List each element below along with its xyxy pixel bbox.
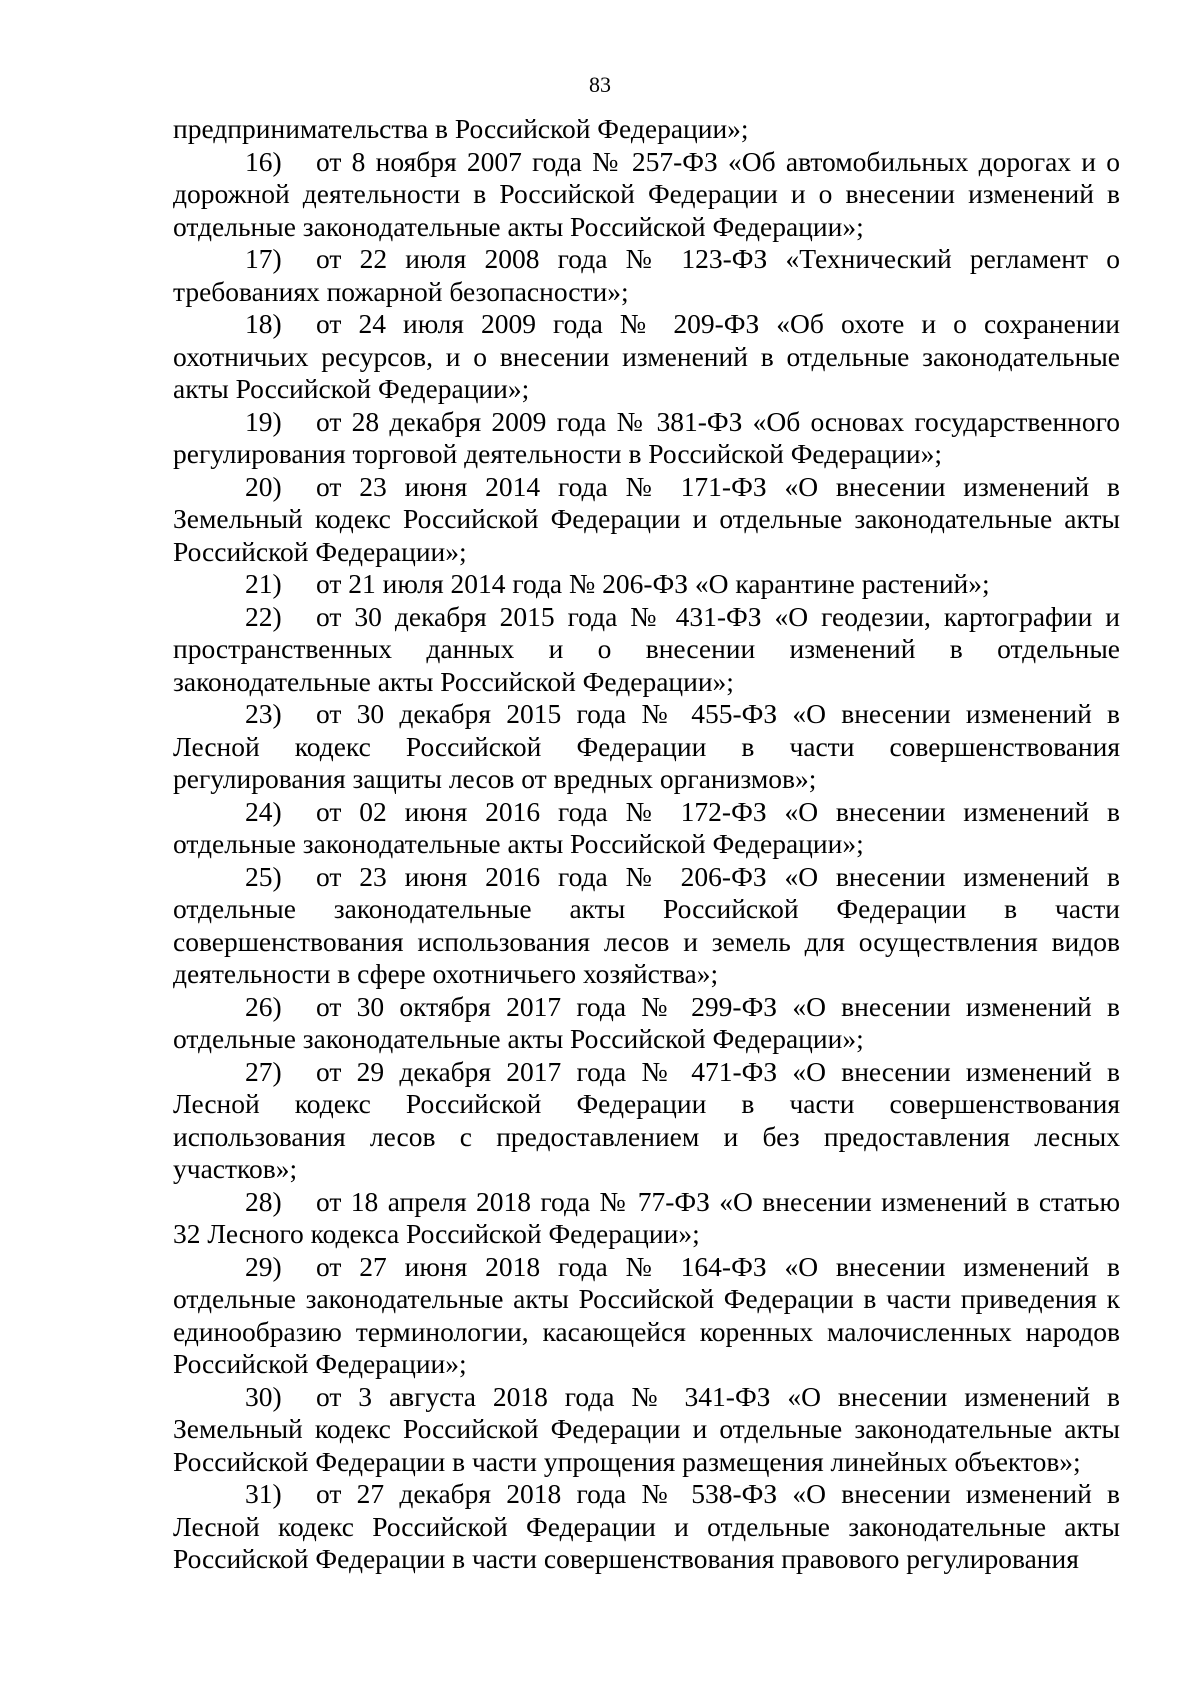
list-item-28	[173, 1186, 1120, 1251]
item-number: 19)	[245, 405, 282, 437]
list-item-17	[173, 243, 1120, 308]
item-number: 21)	[245, 568, 282, 599]
item-number: 18)	[245, 308, 282, 339]
list-item-23	[173, 698, 1120, 796]
item-text: от 23 июня 2016 года № 206-ФЗ «О внесении изменений в отдельные законодательные акты Российской Федерации в части совершенствования использования лесов и земель для осуществления видов деятельности в сфере охотничьего хозяйства»;	[173, 860, 1120, 989]
item-text: от 30 октября 2017 года № 299-ФЗ «О внесении изменений в отдельные законодательные акты Российской Федерации»;	[173, 990, 1120, 1054]
item-text: от 8 ноября 2007 года № 257-ФЗ «Об автомобильных дорогах и о дорожной деятельности в Российской Федерации и о внесении изменений в отдельные законодательные акты Российской Федерации»;	[173, 145, 1120, 242]
item-number: 16)	[245, 145, 282, 177]
continuation-paragraph: предпринимательства в Российской Федерации»;	[173, 113, 749, 144]
item-number: 23)	[245, 698, 282, 729]
list-item-26	[173, 991, 1120, 1056]
item-text: от 30 декабря 2015 года № 455-ФЗ «О внесении изменений в Лесной кодекс Российской Федерации в части совершенствования регулирования защиты лесов от вредных организмов»;	[173, 698, 1120, 794]
document-body	[173, 113, 1120, 1576]
list-item-30	[173, 1381, 1120, 1479]
item-text: от 27 июня 2018 года № 164-ФЗ «О внесении изменений в отдельные законодательные акты Российской Федерации в части приведения к единообразию терминологии, касающейся коренных малочисленных народов Российской Федерации»;	[173, 1250, 1120, 1379]
item-text: от 3 августа 2018 года № 341-ФЗ «О внесении изменений в Земельный кодекс Российской Федерации и отдельные законодательные акты Российской Федерации в части упрощения размещения линейных объектов»;	[173, 1380, 1120, 1477]
item-text: от 28 декабря 2009 года № 381-ФЗ «Об основах государственного регулирования торговой деятельности в Российской Федерации»;	[173, 405, 1120, 469]
item-text: от 21 июля 2014 года № 206-ФЗ «О карантине растений»;	[316, 568, 990, 599]
list-item-29	[173, 1251, 1120, 1381]
item-number: 29)	[245, 1250, 282, 1282]
item-text: от 27 декабря 2018 года № 538-ФЗ «О внесении изменений в Лесной кодекс Российской Федерации и отдельные законодательные акты Российской Федерации в части совершенствования правового регулирования	[173, 1478, 1120, 1574]
list-item-16	[173, 146, 1120, 244]
list-item-24	[173, 796, 1120, 861]
list-item-22	[173, 601, 1120, 699]
item-text: от 24 июля 2009 года № 209-ФЗ «Об охоте и о сохранении охотничьих ресурсов, и о внесении изменений в отдельные законодательные акты Российской Федерации»;	[173, 308, 1120, 404]
list-item-20	[173, 471, 1120, 569]
item-text: от 02 июня 2016 года № 172-ФЗ «О внесении изменений в отдельные законодательные акты Российской Федерации»;	[173, 795, 1120, 859]
page-number: 83	[589, 72, 611, 97]
item-text: от 18 апреля 2018 года № 77-ФЗ «О внесении изменений в статью 32 Лесного кодекса Российской Федерации»;	[173, 1185, 1120, 1249]
item-number: 20)	[245, 470, 282, 502]
item-number: 24)	[245, 795, 282, 827]
item-number: 25)	[245, 860, 282, 892]
item-number: 28)	[245, 1185, 282, 1217]
item-text: от 22 июля 2008 года № 123-ФЗ «Технический регламент о требованиях пожарной безопасности»;	[173, 243, 1120, 307]
list-item-25	[173, 861, 1120, 991]
item-number: 31)	[245, 1478, 282, 1509]
item-number: 26)	[245, 990, 282, 1022]
item-number: 30)	[245, 1380, 282, 1412]
item-text: от 23 июня 2014 года № 171-ФЗ «О внесении изменений в Земельный кодекс Российской Федерации и отдельные законодательные акты Российской Федерации»;	[173, 470, 1120, 567]
item-number: 22)	[245, 600, 282, 632]
list-item-31	[173, 1478, 1120, 1576]
list-item-19	[173, 406, 1120, 471]
item-text: от 29 декабря 2017 года № 471-ФЗ «О внесении изменений в Лесной кодекс Российской Федерации в части совершенствования использования лесов с предоставлением и без предоставления лесных участков»;	[173, 1055, 1120, 1184]
item-number: 27)	[245, 1055, 282, 1087]
item-text: от 30 декабря 2015 года № 431-ФЗ «О геодезии, картографии и пространственных данных и о внесении изменений в отдельные законодательные акты Российской Федерации»;	[173, 600, 1120, 697]
list-item-21	[173, 568, 1120, 601]
list-item-18	[173, 308, 1120, 406]
item-number: 17)	[245, 243, 282, 274]
list-item-27	[173, 1056, 1120, 1186]
